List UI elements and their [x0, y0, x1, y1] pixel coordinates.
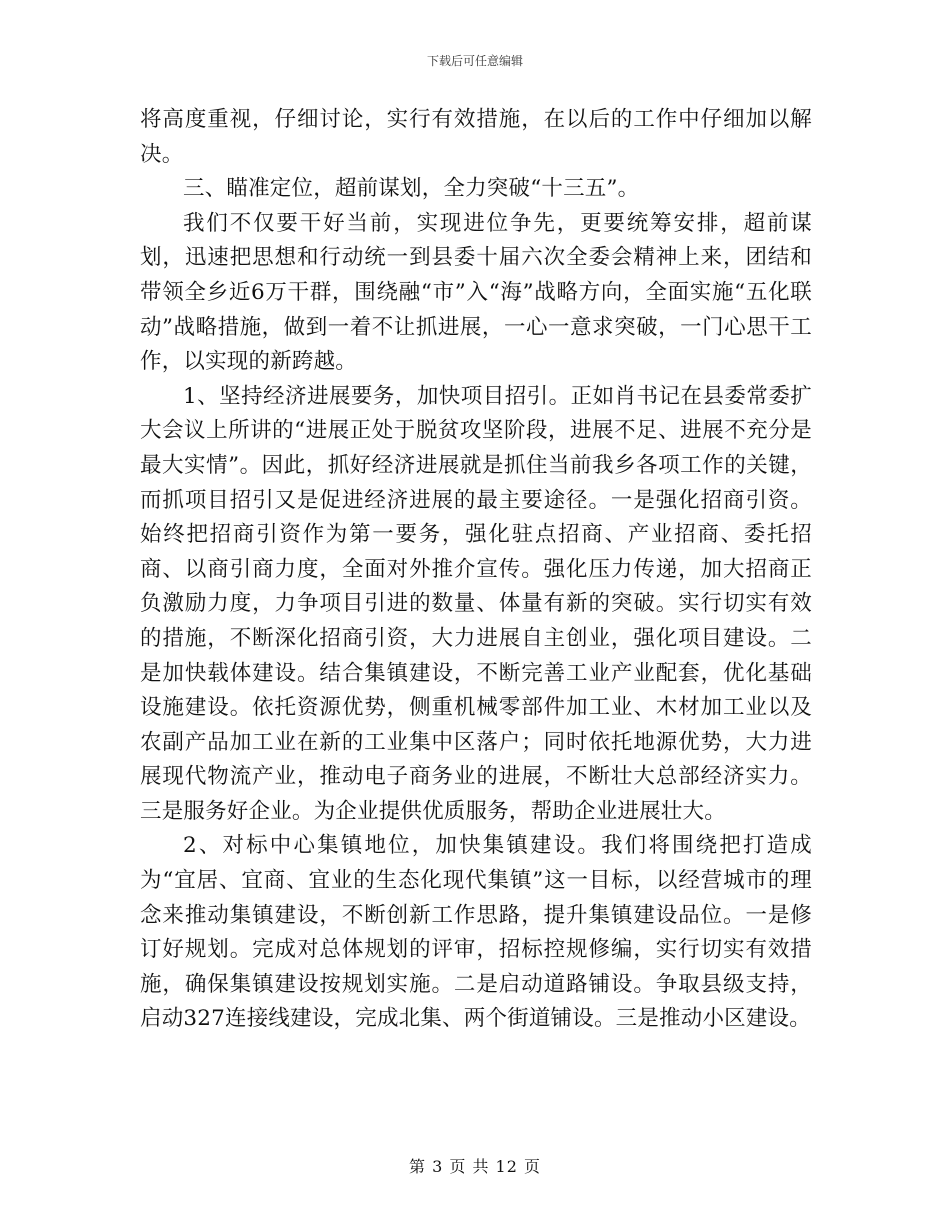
page-number: 第 3 页 共 12 页	[409, 1157, 541, 1176]
document-body	[140, 103, 812, 1037]
page-header: 下载后可任意编辑	[426, 54, 523, 68]
paragraph: 将高度重视，仔细讨论，实行有效措施，在以后的工作中仔细加以解决。	[140, 107, 812, 167]
section-heading: 三、瞄准定位，超前谋划，全力突破“十三五”。	[183, 176, 640, 202]
paragraph: 1、坚持经济进展要务，加快项目招引。正如肖书记在县委常委扩大会议上所讲的“进展正处于脱贫攻坚阶段，进展不足、进展不充分是最大实情”。因此，抓好经济进展就是抓住当前我乡各项工作的关键，而抓项目招引又是促进经济进展的最主要途径。一是强化招商引资。始终把招商引资作为第一要务，强化驻点招商、产业招商、委托招商、以商引商力度，全面对外推介宣传。强化压力传递，加大招商正负激励力度，力争项目引进的数量、体量有新的突破。实行切实有效的措施，不断深化招商引资，大力进展自主创业，强化项目建设。二是加快载体建设。结合集镇建设，不断完善工业产业配套，优化基础设施建设。依托资源优势，侧重机械零部件加工业、木材加工业以及农副产品加工业在新的工业集中区落户；同时依托地源优势，大力进展现代物流产业，推动电子商务业的进展，不断壮大总部经济实力。三是服务好企业。为企业提供优质服务，帮助企业进展壮大。	[140, 383, 812, 824]
paragraph: 我们不仅要干好当前，实现进位争先，更要统筹安排，超前谋划，迅速把思想和行动统一到县委十届六次全委会精神上来，团结和带领全乡近6万干群，围绕融“市”入“海”战略方向，全面实施“五化联动”战略措施，做到一着不让抓进展，一心一意求突破，一门心思干工作，以实现的新跨越。	[140, 210, 812, 375]
paragraph: 2、对标中心集镇地位，加快集镇建设。我们将围绕把打造成为“宜居、宜商、宜业的生态化现代集镇”这一目标，以经营城市的理念来推动集镇建设，不断创新工作思路，提升集镇建设品位。一是修订好规划。完成对总体规划的评审，招标控规修编，实行切实有效措施，确保集镇建设按规划实施。二是启动道路铺设。争取县级支持，启动327连接线建设，完成北集、两个街道铺设。三是推动小区建设。	[140, 833, 812, 1032]
